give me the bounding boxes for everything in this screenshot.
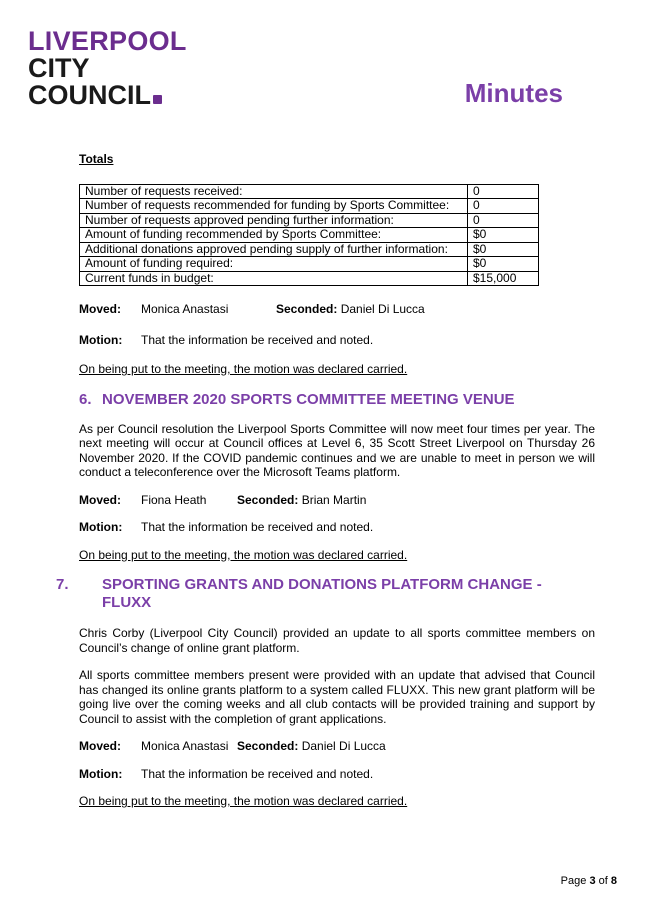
section-7-moved-line [79, 739, 595, 754]
table-cell-label: Amount of funding required: [80, 257, 468, 272]
section-7-heading [56, 576, 595, 612]
totals-moved-line [79, 302, 595, 317]
section-6-number: 6. [79, 390, 92, 408]
section-7-motion-line [79, 767, 595, 782]
table-cell-label: Current funds in budget: [80, 271, 468, 286]
motion-label: Motion: [79, 332, 123, 347]
table-cell-label: Amount of funding recommended by Sports Committee: [80, 228, 468, 243]
table-cell-value: 0 [468, 184, 539, 199]
total-pages: 8 [610, 875, 617, 887]
table-row [80, 242, 539, 257]
logo-mark-icon [153, 95, 162, 104]
section-6-body: As per Council resolution the Liverpool Sports Committee will now meet four times per year. The next meeting will occur at Council offices at Level 6, 35 Scott Street Liverpool on Thursday 26 November 2020. If the COVID pandemic continues and we are unable to meet in person we will conduct a teleconference over the Microsoft Teams platform. [79, 421, 595, 479]
section-7-para-1: Chris Corby (Liverpool City Council) provided an update to all sports committee members on Council’s change of online grant platform. [79, 626, 595, 655]
of-label: of [598, 875, 608, 887]
page-label: Page [560, 875, 587, 887]
table-cell-value: 0 [468, 213, 539, 228]
table-cell-value: $15,000 [468, 271, 539, 286]
motion-label: Motion: [79, 520, 123, 534]
seconded-label: Seconded: [237, 492, 299, 507]
page-content [56, 152, 595, 809]
seconded-by: Brian Martin [301, 492, 367, 507]
logo-line-1: LIVERPOOL [28, 26, 187, 56]
table-row [80, 228, 539, 243]
totals-outcome: On being put to the meeting, the motion was declared carried. [79, 362, 408, 376]
logo-line-3-text: COUNCIL [28, 80, 151, 110]
table-cell-value: $0 [468, 257, 539, 272]
moved-by: Monica Anastasi [141, 739, 229, 753]
motion-text: That the information be received and noted. [141, 766, 374, 781]
totals-heading: Totals [79, 152, 114, 166]
totals-table [79, 184, 539, 287]
table-cell-label: Number of requests approved pending further information: [80, 213, 468, 228]
section-7-para-2: All sports committee members present were provided with an update that advised that Council has changed its online grants platform to a system called FLUXX. This new grant platform will be going live over the coming weeks and all club contacts will be provided training and support by Council to assist with the completion of grant applications. [79, 668, 595, 726]
table-cell-label: Number of requests received: [80, 184, 468, 199]
logo-line-2: CITY [28, 53, 90, 83]
seconded-label: Seconded: [237, 739, 299, 753]
table-cell-value: $0 [468, 242, 539, 257]
seconded-label: Seconded: [276, 302, 338, 316]
motion-text: That the information be received and noted. [141, 332, 374, 347]
table-row [80, 199, 539, 214]
moved-label: Moved: [79, 739, 121, 753]
table-row [80, 184, 539, 199]
table-cell-label: Additional donations approved pending supply of further information: [80, 242, 468, 257]
section-6-title: NOVEMBER 2020 SPORTS COMMITTEE MEETING VENUE [102, 390, 515, 408]
logo-line-3 [28, 82, 187, 109]
section-6-heading [79, 391, 595, 409]
seconded-by: Daniel Di Lucca [301, 739, 386, 753]
page-number [561, 875, 617, 887]
table-cell-value: 0 [468, 199, 539, 214]
table-row [80, 271, 539, 286]
table-row [80, 213, 539, 228]
table-cell-label: Number of requests recommended for funding by Sports Committee: [80, 199, 468, 214]
section-6-moved-line [79, 493, 595, 508]
section-7-number: 7. [56, 576, 69, 593]
seconded-by: Daniel Di Lucca [340, 302, 425, 316]
council-logo [28, 28, 187, 109]
section-6-outcome: On being put to the meeting, the motion was declared carried. [79, 547, 408, 562]
section-7-title: SPORTING GRANTS AND DONATIONS PLATFORM CHANGE - FLUXX [102, 576, 542, 611]
table-cell-value: $0 [468, 228, 539, 243]
current-page: 3 [589, 875, 596, 887]
moved-label: Moved: [79, 492, 121, 507]
table-row [80, 257, 539, 272]
motion-text: That the information be received and noted. [141, 520, 374, 534]
motion-label: Motion: [79, 766, 123, 781]
moved-label: Moved: [79, 302, 121, 316]
moved-by: Monica Anastasi [141, 302, 229, 316]
section-7-outcome: On being put to the meeting, the motion was declared carried. [79, 794, 408, 808]
moved-by: Fiona Heath [141, 492, 207, 507]
totals-motion-line [79, 333, 595, 348]
section-6-motion-line [79, 520, 595, 535]
document-title: Minutes [464, 78, 563, 108]
